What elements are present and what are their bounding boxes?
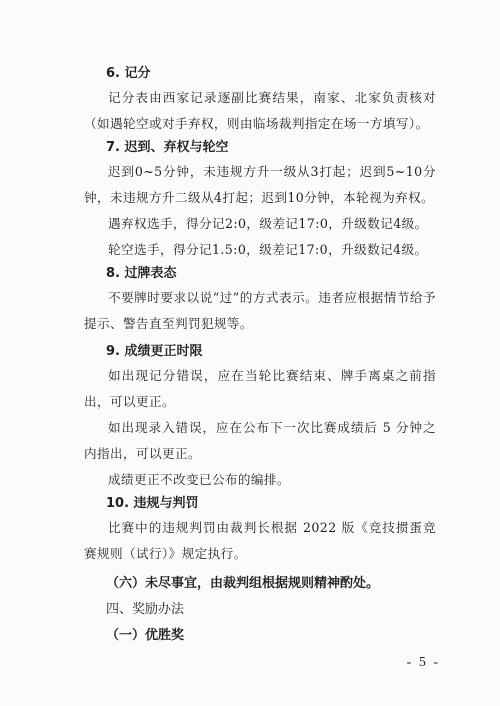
page-number: - 5 - xyxy=(406,655,440,670)
subsection-heading-excellence-award: （一）优胜奖 xyxy=(106,628,185,643)
section-heading-awards: 四、奖励办法 xyxy=(106,602,185,617)
paragraph-bye: 轮空选手，得分记1.5:0，级差记17:0，升级数记4级。 xyxy=(108,242,428,257)
paragraph-entry-error: 如出现录入错误，应在公布下一次比赛成绩后 5 分钟之内指出，可以更正。 xyxy=(84,420,436,461)
paragraph-violations: 比赛中的违规判罚由裁判长根据 2022 版《竞技掼蛋竞赛规则（试行）》规定执行。 xyxy=(84,520,436,561)
section-heading-pass-declaration: 8. 过牌表态 xyxy=(106,266,177,281)
paragraph-scoring: 记分表由西家记录逐副比赛结果，南家、北家负责核对（如遇轮空或对手弃权，则由临场裁判指定在场一方填写）。 xyxy=(84,90,436,131)
paragraph-scoring-error: 如出现记分错误，应在当轮比赛结束、牌手离桌之前指出，可以更正。 xyxy=(84,368,436,409)
section-heading-late-forfeit-bye: 7. 迟到、弃权与轮空 xyxy=(106,140,229,155)
paragraph-pairing-unchanged: 成绩更正不改变已公布的编排。 xyxy=(108,472,290,487)
paragraph-pass-declaration: 不要牌时要求以说“过”的方式表示。违者应根据情节给予提示、警告直至判罚犯规等。 xyxy=(84,290,436,331)
item-unresolved-matters: （六）未尽事宜，由裁判组根据规则精神酌处。 xyxy=(106,576,380,591)
section-heading-scoring: 6. 记分 xyxy=(106,66,151,81)
section-heading-violations: 10. 违规与判罚 xyxy=(106,496,199,511)
section-heading-score-correction: 9. 成绩更正时限 xyxy=(106,344,203,359)
page-content xyxy=(84,63,436,649)
paragraph-lateness: 迟到0~5分钟，未违规方升一级从3打起；迟到5~10分钟，未违规方升二级从4打起；迟到10分钟，本轮视为弃权。 xyxy=(84,164,436,205)
paragraph-forfeit: 遇弃权选手，得分记2:0，级差记17:0，升级数记4级。 xyxy=(108,216,428,231)
